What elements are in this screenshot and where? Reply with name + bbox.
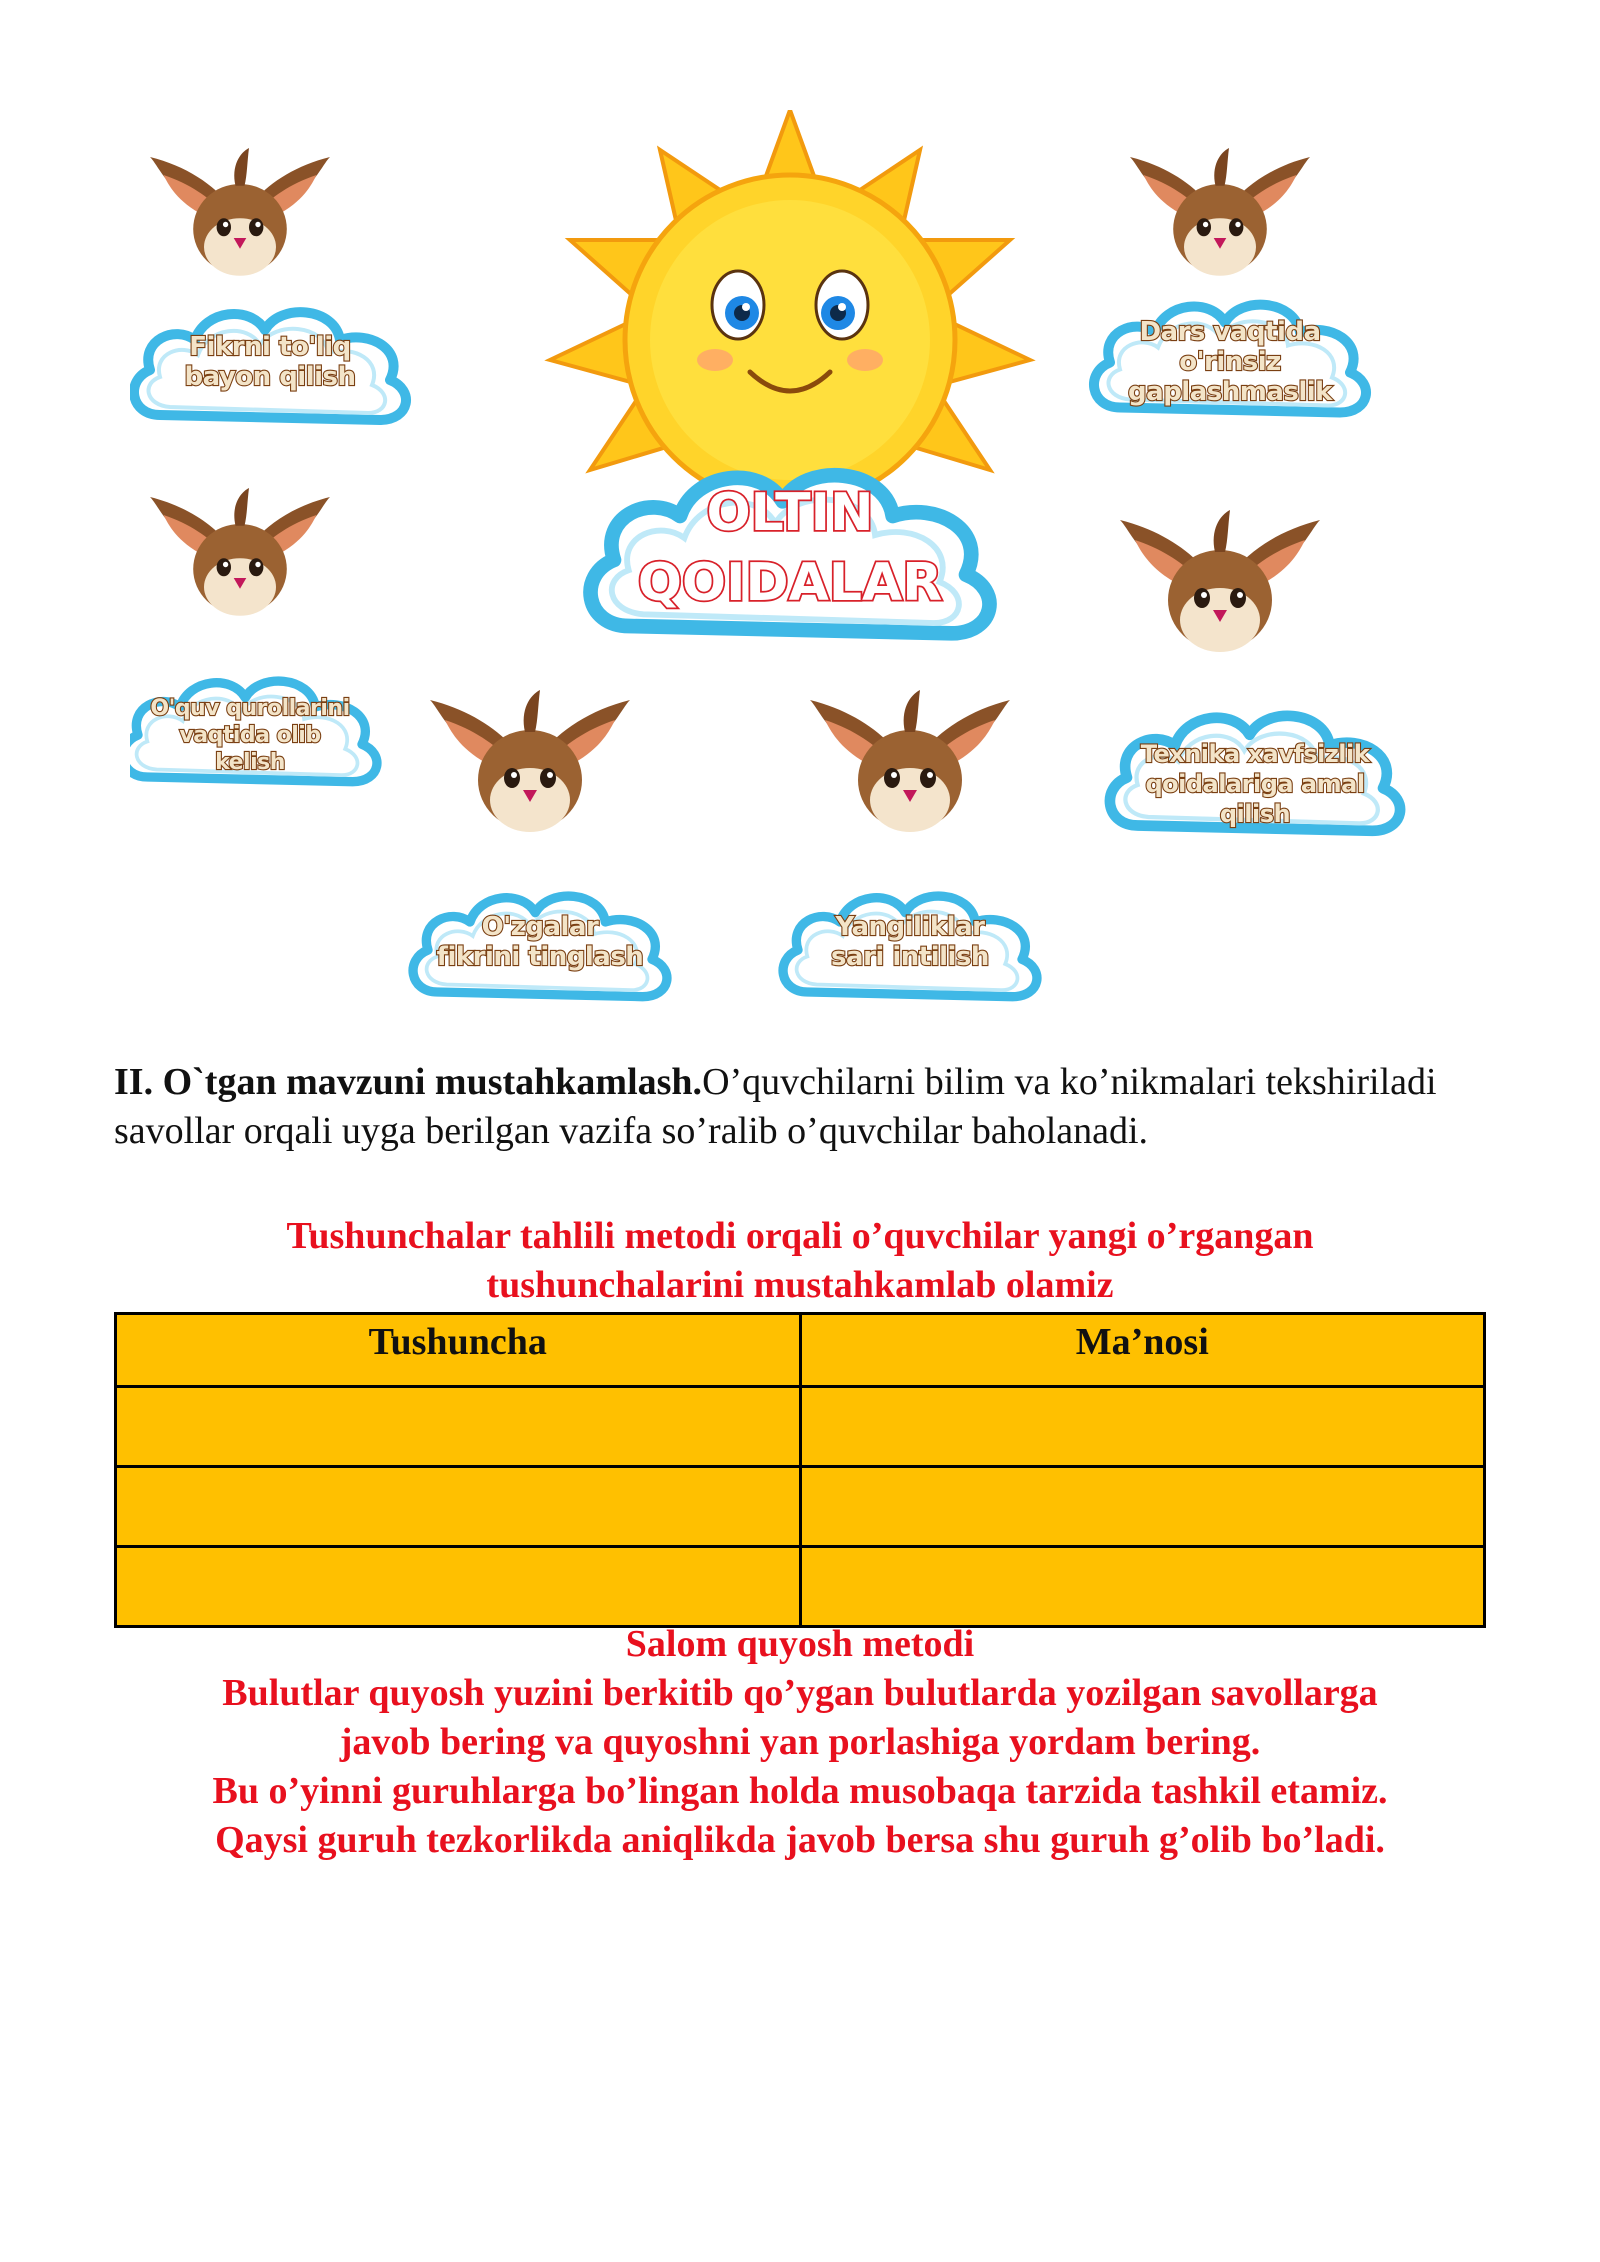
table-cell[interactable] bbox=[800, 1467, 1485, 1547]
rule-3-line1: O'quv qurollarini bbox=[150, 696, 350, 721]
rule-4-line2: qoidalariga amal bbox=[1145, 770, 1365, 798]
rule-1-line1: Fikrni to'liq bbox=[189, 332, 351, 362]
bird-icon bbox=[1120, 510, 1320, 652]
table-row bbox=[116, 1387, 1485, 1467]
table-cell[interactable] bbox=[800, 1387, 1485, 1467]
table-row bbox=[116, 1467, 1485, 1547]
bird-icon bbox=[1130, 148, 1310, 276]
table-row bbox=[116, 1547, 1485, 1627]
table-cell[interactable] bbox=[116, 1547, 801, 1627]
rule-5-line2: fikrini tinglash bbox=[436, 942, 644, 972]
golden-rules-illustration bbox=[130, 110, 1460, 1030]
bird-icon bbox=[150, 148, 330, 276]
rules-title-line1: OLTIN bbox=[706, 483, 874, 543]
table-cell[interactable] bbox=[800, 1547, 1485, 1627]
concepts-table bbox=[114, 1312, 1486, 1628]
header-meaning: Ma’nosi bbox=[800, 1314, 1485, 1387]
rule-1-line2: bayon qilish bbox=[184, 362, 356, 392]
bird-icon bbox=[430, 690, 630, 832]
method-heading bbox=[100, 1212, 1500, 1310]
bird-icon bbox=[150, 488, 330, 616]
method-heading-line1: Tushunchalar tahlili metodi orqali o’quvchilar yangi o’rgangan bbox=[286, 1215, 1314, 1257]
rule-6-line2: sari intilish bbox=[831, 942, 989, 972]
method-2-line1: Bulutlar quyosh yuzini berkitib qo’ygan bulutlarda yozilgan savollarga bbox=[222, 1672, 1378, 1714]
rule-2-line3: gaplashmaslik bbox=[1128, 377, 1332, 407]
section-heading: II. O`tgan mavzuni mustahkamlash. bbox=[114, 1061, 703, 1103]
method-2-line2: javob bering va quyoshni yan porlashiga yordam bering. bbox=[339, 1721, 1261, 1763]
section-body: O’quvchilarni bilim va ko’nikmalari tekshiriladi savollar orqali uyga berilgan vazifa so’ralib o’quvchilar baholanadi. bbox=[114, 1061, 1437, 1152]
method-heading-line2: tushunchalarini mustahkamlab olamiz bbox=[486, 1264, 1114, 1306]
method-2-line4: Qaysi guruh tezkorlikda aniqlikda javob bersa shu guruh g’olib bo’ladi. bbox=[215, 1819, 1385, 1861]
rule-4-line1: Texnika xavfsizlik bbox=[1140, 740, 1370, 768]
rule-3-line3: kelish bbox=[215, 750, 285, 775]
header-concept: Tushuncha bbox=[116, 1314, 801, 1387]
rule-3-line2: vaqtida olib bbox=[179, 723, 321, 748]
table-header-row bbox=[116, 1314, 1485, 1387]
section-paragraph bbox=[114, 1058, 1494, 1156]
rule-4-line3: qilish bbox=[1219, 800, 1291, 828]
rule-6-line1: Yangiliklar bbox=[835, 912, 985, 942]
method-2-line3: Bu o’yinni guruhlarga bo’lingan holda musobaqa tarzida tashkil etamiz. bbox=[212, 1770, 1388, 1812]
rule-5-line1: O'zgalar bbox=[481, 912, 599, 942]
method-2-block bbox=[100, 1620, 1500, 1865]
rule-2-line2: o'rinsiz bbox=[1179, 347, 1281, 377]
bird-icon bbox=[810, 690, 1010, 832]
method-2-title: Salom quyosh metodi bbox=[625, 1623, 975, 1665]
rules-title-line2: QOIDALAR bbox=[637, 553, 943, 613]
table-cell[interactable] bbox=[116, 1387, 801, 1467]
sun-icon bbox=[550, 110, 1030, 510]
table-cell[interactable] bbox=[116, 1467, 801, 1547]
rule-2-line1: Dars vaqtida bbox=[1139, 317, 1321, 347]
